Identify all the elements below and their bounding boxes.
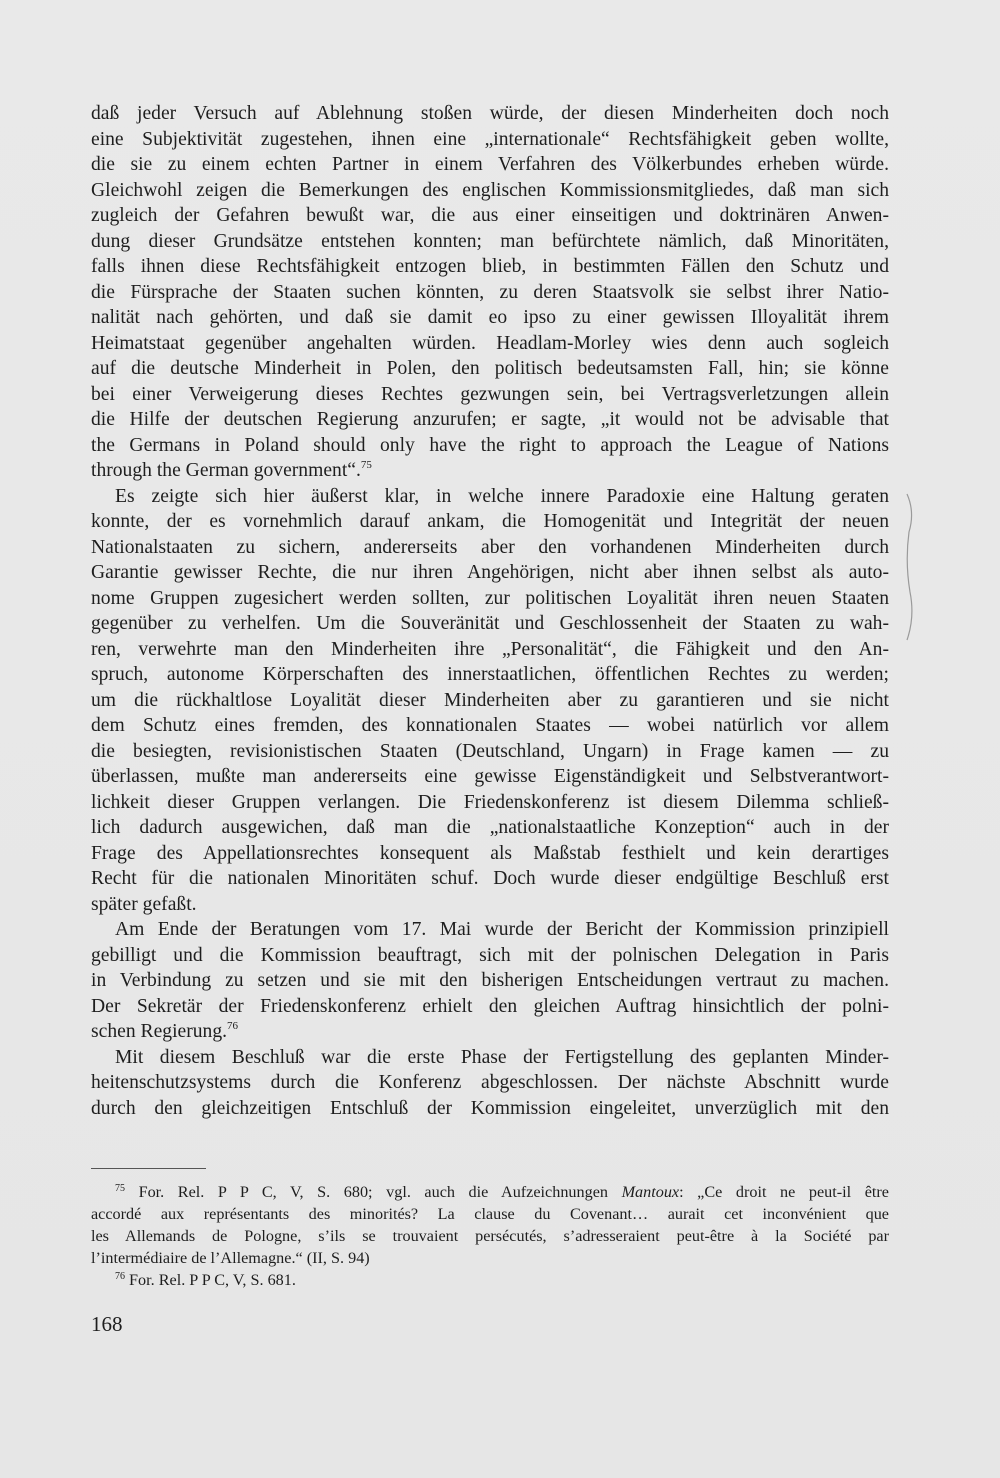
body-line-text: die sie zu einem echten Partner in einem Verfahren des Völkerbundes erheben würde.: [91, 154, 889, 175]
body-line: [91, 994, 889, 1020]
body-line: [91, 254, 889, 280]
body-line-text: Garantie gewisser Rechte, die nur ihren Angehörigen, nicht aber ihnen selbst als auto-: [91, 562, 889, 583]
body-line: [91, 1019, 889, 1045]
body-line: [91, 943, 889, 969]
body-line-text: Der Sekretär der Friedenskonferenz erhielt den gleichen Auftrag hinsichtlich der polni-: [91, 995, 889, 1017]
footnotes: [91, 1181, 889, 1291]
body-line-text: die Fürsprache der Staaten suchen könnten, zu deren Staatsvolk sie selbst ihrer Natio-: [91, 281, 889, 303]
body-line-text: ren, verwehrte man den Minderheiten ihre „Personalität“, die Fähigkeit und den An-: [91, 638, 889, 660]
body-line: [91, 458, 889, 484]
footnote-text: accordé aux représentants des minorités? La clause du Covenant… aurait cet inconvénient que: [91, 1205, 889, 1223]
body-line-text: nalität nach gehörten, und daß sie damit eo ipso zu einer gewissen Illoyalität ihrem: [91, 307, 889, 328]
body-line-text: in Verbindung zu setzen und sie mit den bisherigen Entscheidungen vertraut zu machen.: [91, 970, 889, 991]
body-line: [91, 1070, 889, 1096]
footnote-line: [91, 1269, 889, 1291]
body-line-text: auf die deutsche Minderheit in Polen, den politisch bedeutsamsten Fall, hin; sie könne: [91, 358, 889, 379]
body-line: [91, 790, 889, 816]
footnote-reference: 76: [227, 1020, 239, 1032]
body-line: [91, 866, 889, 892]
body-line: [91, 535, 889, 561]
body-line: [91, 178, 889, 204]
body-line-text: Nationalstaaten zu sichern, andererseits aber den vorhandenen Minderheiten durch: [91, 536, 889, 558]
footnote-separator: [91, 1168, 206, 1169]
body-line-text: Gleichwohl zeigen die Bemerkungen des englischen Kommissionsmitgliedes, daß man sich: [91, 179, 889, 201]
body-line: [91, 484, 889, 510]
body-line-text: gegenüber zu verhelfen. Um die Souveränität und Geschlossenheit der Staaten zu wah-: [91, 613, 889, 634]
body-line-text: Am Ende der Beratungen vom 17. Mai wurde der Bericht der Kommission prinzipiell: [115, 919, 889, 940]
body-line-text: spruch, autonome Körperschaften des innerstaatlichen, öffentlichen Rechtes zu werden;: [91, 664, 889, 685]
footnote-text: For. Rel. P P C, V, S. 680; vgl. auch die Aufzeichnungen: [125, 1183, 622, 1201]
footnote-text: l’intermédiaire de l’Allemagne.“ (II, S. 94): [91, 1249, 370, 1267]
body-line: [91, 509, 889, 535]
body-line: [91, 331, 889, 357]
body-line: [91, 382, 889, 408]
body-line: [91, 815, 889, 841]
body-line-text: die besiegten, revisionistischen Staaten (Deutschland, Ungarn) in Frage kamen — zu: [91, 740, 889, 762]
body-line-text: bei einer Verweigerung dieses Rechtes gezwungen sein, bei Vertragsverletzungen allein: [91, 383, 889, 405]
footnote-line: [91, 1225, 889, 1247]
body-line-text: schen Regierung.: [91, 1021, 228, 1042]
body-line-text: falls ihnen diese Rechtsfähigkeit entzogen blieb, in bestimmten Fällen den Schutz und: [91, 256, 889, 277]
body-line: [91, 203, 889, 229]
body-text: [91, 101, 889, 1121]
body-line-text: überlassen, mußte man andererseits eine gewisse Eigenständigkeit und Selbstverantwort-: [91, 766, 889, 787]
body-line: [91, 433, 889, 459]
body-line-text: Recht für die nationalen Minoritäten schuf. Doch wurde dieser endgültige Beschluß erst: [91, 868, 889, 889]
body-line-text: die Hilfe der deutschen Regierung anzurufen; er sagte, „it would not be advisable that: [91, 409, 889, 430]
body-line-text: später gefaßt.: [91, 893, 197, 915]
body-line: [91, 586, 889, 612]
body-line: [91, 713, 889, 739]
body-line: [91, 739, 889, 765]
body-line-text: Frage des Appellationsrechtes konsequent als Maßstab festhielt und kein derartiges: [91, 842, 889, 864]
body-line: [91, 1045, 889, 1071]
footnote-number: 76: [115, 1271, 125, 1282]
page-number: 168: [91, 1312, 123, 1336]
footnote-author: Mantoux: [621, 1183, 680, 1201]
body-line: [91, 917, 889, 943]
footnote-text: „Ce droit ne peut-il être: [683, 1183, 889, 1201]
body-line: [91, 637, 889, 663]
footnote-text: For. Rel. P P C, V, S. 681.: [125, 1271, 296, 1289]
body-line-text: Es zeigte sich hier äußerst klar, in welche innere Paradoxie eine Haltung geraten: [115, 485, 889, 507]
body-line: [91, 662, 889, 688]
body-line-text: lich dadurch ausgewichen, daß man die „nationalstaatliche Konzeption“ auch in der: [91, 817, 889, 838]
body-line-text: zugleich der Gefahren bewußt war, die aus einer einseitigen und doktrinären Anwen-: [91, 205, 889, 226]
footnote-line: [91, 1203, 889, 1225]
body-line: [91, 280, 889, 306]
body-line: [91, 101, 889, 127]
body-line-text: durch den gleichzeitigen Entschluß der Kommission eingeleitet, unverzüglich mit den: [91, 1097, 889, 1119]
body-line-text: heitenschutzsystems durch die Konferenz abgeschlossen. Der nächste Abschnitt wurde: [91, 1072, 889, 1093]
body-line: [91, 688, 889, 714]
footnote-text: :: [679, 1183, 684, 1201]
body-line-text: lichkeit dieser Gruppen verlangen. Die Friedenskonferenz ist diesem Dilemma schließ-: [91, 791, 889, 813]
body-line: [91, 407, 889, 433]
body-line-text: dem Schutz eines fremden, des konnationalen Staates — wobei natürlich vor allem: [91, 715, 889, 736]
body-line: [91, 611, 889, 637]
body-line-text: the Germans in Poland should only have the right to approach the League of Nations: [91, 434, 889, 456]
body-line: [91, 892, 889, 918]
footnote-line: [91, 1247, 889, 1269]
footnote-text: les Allemands de Pologne, s’ils se trouvaient persécutés, s’adresseraient peut-être à la Société par: [91, 1227, 889, 1245]
body-line: [91, 841, 889, 867]
body-line-text: nome Gruppen zugesichert werden sollten, zur politischen Loyalität ihren neuen Staaten: [91, 587, 889, 609]
body-line-text: konnte, der es vornehmlich darauf ankam, die Homogenität und Integrität der neuen: [91, 511, 889, 532]
body-line-text: through the German government“.: [91, 460, 361, 481]
body-line-text: daß jeder Versuch auf Ablehnung stoßen würde, der diesen Minderheiten doch noch: [91, 103, 889, 124]
margin-pencil-mark: [903, 492, 923, 642]
body-line: [91, 764, 889, 790]
body-line: [91, 229, 889, 255]
body-line-text: um die rückhaltlose Loyalität dieser Minderheiten aber zu garantieren und sie nicht: [91, 689, 889, 711]
body-line: [91, 968, 889, 994]
body-line: [91, 356, 889, 382]
body-line: [91, 1096, 889, 1122]
body-line-text: Mit diesem Beschluß war die erste Phase der Fertigstellung des geplanten Minder-: [115, 1046, 889, 1068]
footnote-line: [91, 1181, 889, 1203]
body-line: [91, 560, 889, 586]
body-line: [91, 305, 889, 331]
body-line-text: dung dieser Grundsätze entstehen konnten; man befürchtete nämlich, daß Minoritäten,: [91, 230, 889, 252]
body-line-text: Heimatstaat gegenüber angehalten würden. Headlam-Morley wies denn auch sogleich: [91, 332, 889, 354]
footnote-reference: 75: [360, 459, 372, 471]
body-line-text: eine Subjektivität zugestehen, ihnen eine „internationale“ Rechtsfähigkeit geben wollte,: [91, 128, 889, 150]
body-line: [91, 152, 889, 178]
body-line-text: gebilligt und die Kommission beauftragt, sich mit der polnischen Delegation in Paris: [91, 944, 889, 966]
footnote-number: 75: [115, 1183, 125, 1194]
body-line: [91, 127, 889, 153]
